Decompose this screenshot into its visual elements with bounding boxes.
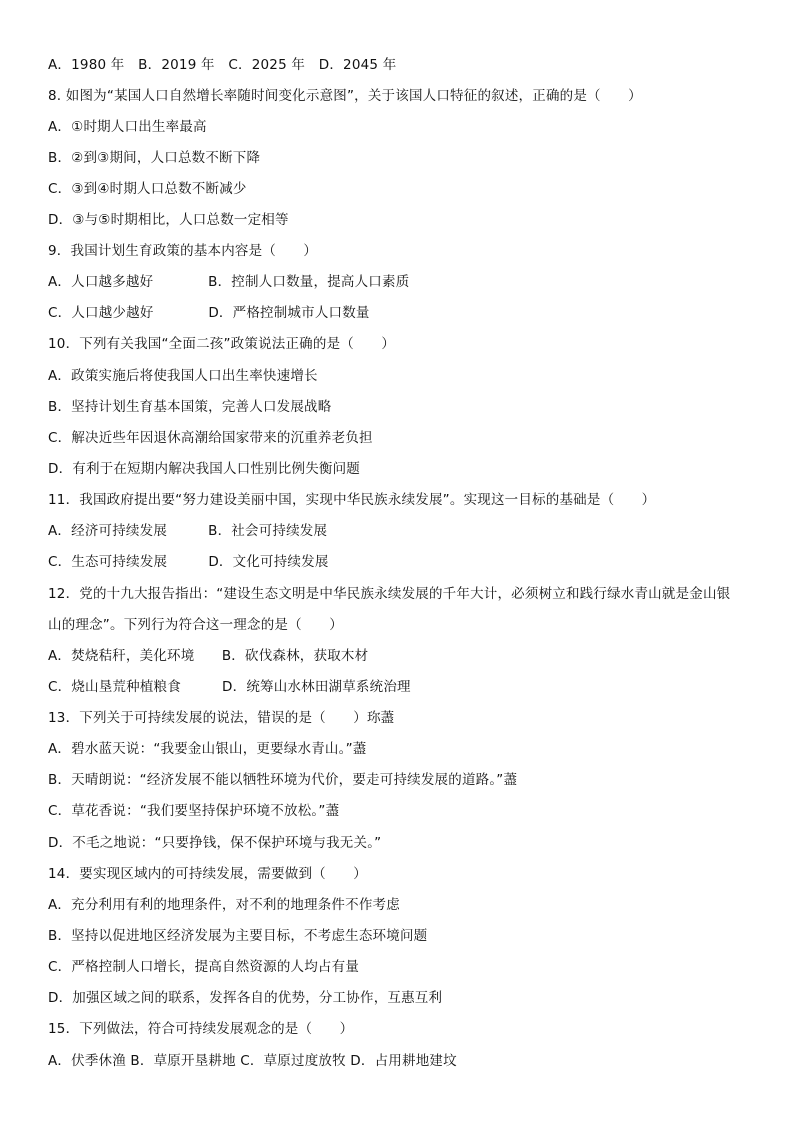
- q13-option-c: C．草花香说：“我们要坚持保护环境不放松。”藎: [48, 803, 340, 819]
- q10-option-c: C．解决近些年因退休高潮给国家带来的沉重养老负担: [48, 430, 373, 446]
- q8-option-c: C．③到④时期人口总数不断减少: [48, 181, 247, 197]
- q10-option-b: B．坚持计划生育基本国策，完善人口发展战略: [48, 399, 332, 415]
- q10-stem: 10．下列有关我国“全面二孩”政策说法正确的是（ ）: [48, 336, 396, 352]
- q11-stem: 11．我国政府提出要“努力建设美丽中国，实现中华民族永续发展”。实现这一目标的基础是（ ）: [48, 492, 656, 508]
- q9-options-ab: A．人口越多越好 B．控制人口数量，提高人口素质: [48, 274, 410, 290]
- q14-option-a: A．充分利用有利的地理条件，对不利的地理条件不作考虑: [48, 897, 400, 913]
- q8-stem: 8. 如图为“某国人口自然增长率随时间变化示意图”，关于该国人口特征的叙述，正确的是（ ）: [48, 88, 642, 104]
- q11-options-ab: A．经济可持续发展 B．社会可持续发展: [48, 523, 328, 539]
- q12-stem-line2: 山的理念”。下列行为符合这一理念的是（ ）: [48, 617, 343, 633]
- q14-stem: 14．要实现区域内的可持续发展，需要做到（ ）: [48, 866, 367, 882]
- q15-options: A．伏季休渔 B．草原开垦耕地 C．草原过度放牧 D．占用耕地建坟: [48, 1053, 457, 1069]
- q12-stem-line1: 12．党的十九大报告指出：“建设生态文明是中华民族永续发展的千年大计，必须树立和践行绿水青山就是金山银: [48, 586, 731, 602]
- q15-stem: 15．下列做法，符合可持续发展观念的是（ ）: [48, 1021, 354, 1037]
- q14-option-b: B．坚持以促进地区经济发展为主要目标，不考虑生态环境问题: [48, 928, 428, 944]
- q9-stem: 9．我国计划生育政策的基本内容是（ ）: [48, 243, 318, 259]
- q14-option-d: D．加强区域之间的联系，发挥各自的优势，分工协作，互惠互利: [48, 990, 443, 1006]
- q7-options: A．1980 年 B．2019 年 C．2025 年 D．2045 年: [48, 57, 397, 73]
- q13-option-a: A．碧水蓝天说：“我要金山银山，更要绿水青山。”藎: [48, 741, 367, 757]
- q14-option-c: C．严格控制人口增长，提高自然资源的人均占有量: [48, 959, 360, 975]
- q10-option-d: D．有利于在短期内解决我国人口性别比例失衡问题: [48, 461, 360, 477]
- q12-options-cd: C．烧山垦荒种植粮食 D．统筹山水林田湖草系统治理: [48, 679, 411, 695]
- q12-options-ab: A．焚烧秸秆，美化环境 B．砍伐森林，获取木材: [48, 648, 369, 664]
- q8-option-b: B．②到③期间，人口总数不断下降: [48, 150, 261, 166]
- q13-option-d: D．不毛之地说：“只要挣钱，保不保护环境与我无关。”: [48, 835, 382, 851]
- q13-stem: 13．下列关于可持续发展的说法，错误的是（ ）珎藎: [48, 710, 395, 726]
- q13-option-b: B．天晴朗说：“经济发展不能以牺牲环境为代价，要走可持续发展的道路。”藎: [48, 772, 518, 788]
- q10-option-a: A．政策实施后将使我国人口出生率快速增长: [48, 368, 318, 384]
- q9-options-cd: C．人口越少越好 D．严格控制城市人口数量: [48, 305, 370, 321]
- q8-option-a: A．①时期人口出生率最高: [48, 119, 207, 135]
- q11-options-cd: C．生态可持续发展 D．文化可持续发展: [48, 554, 329, 570]
- q8-option-d: D．③与⑤时期相比，人口总数一定相等: [48, 212, 289, 228]
